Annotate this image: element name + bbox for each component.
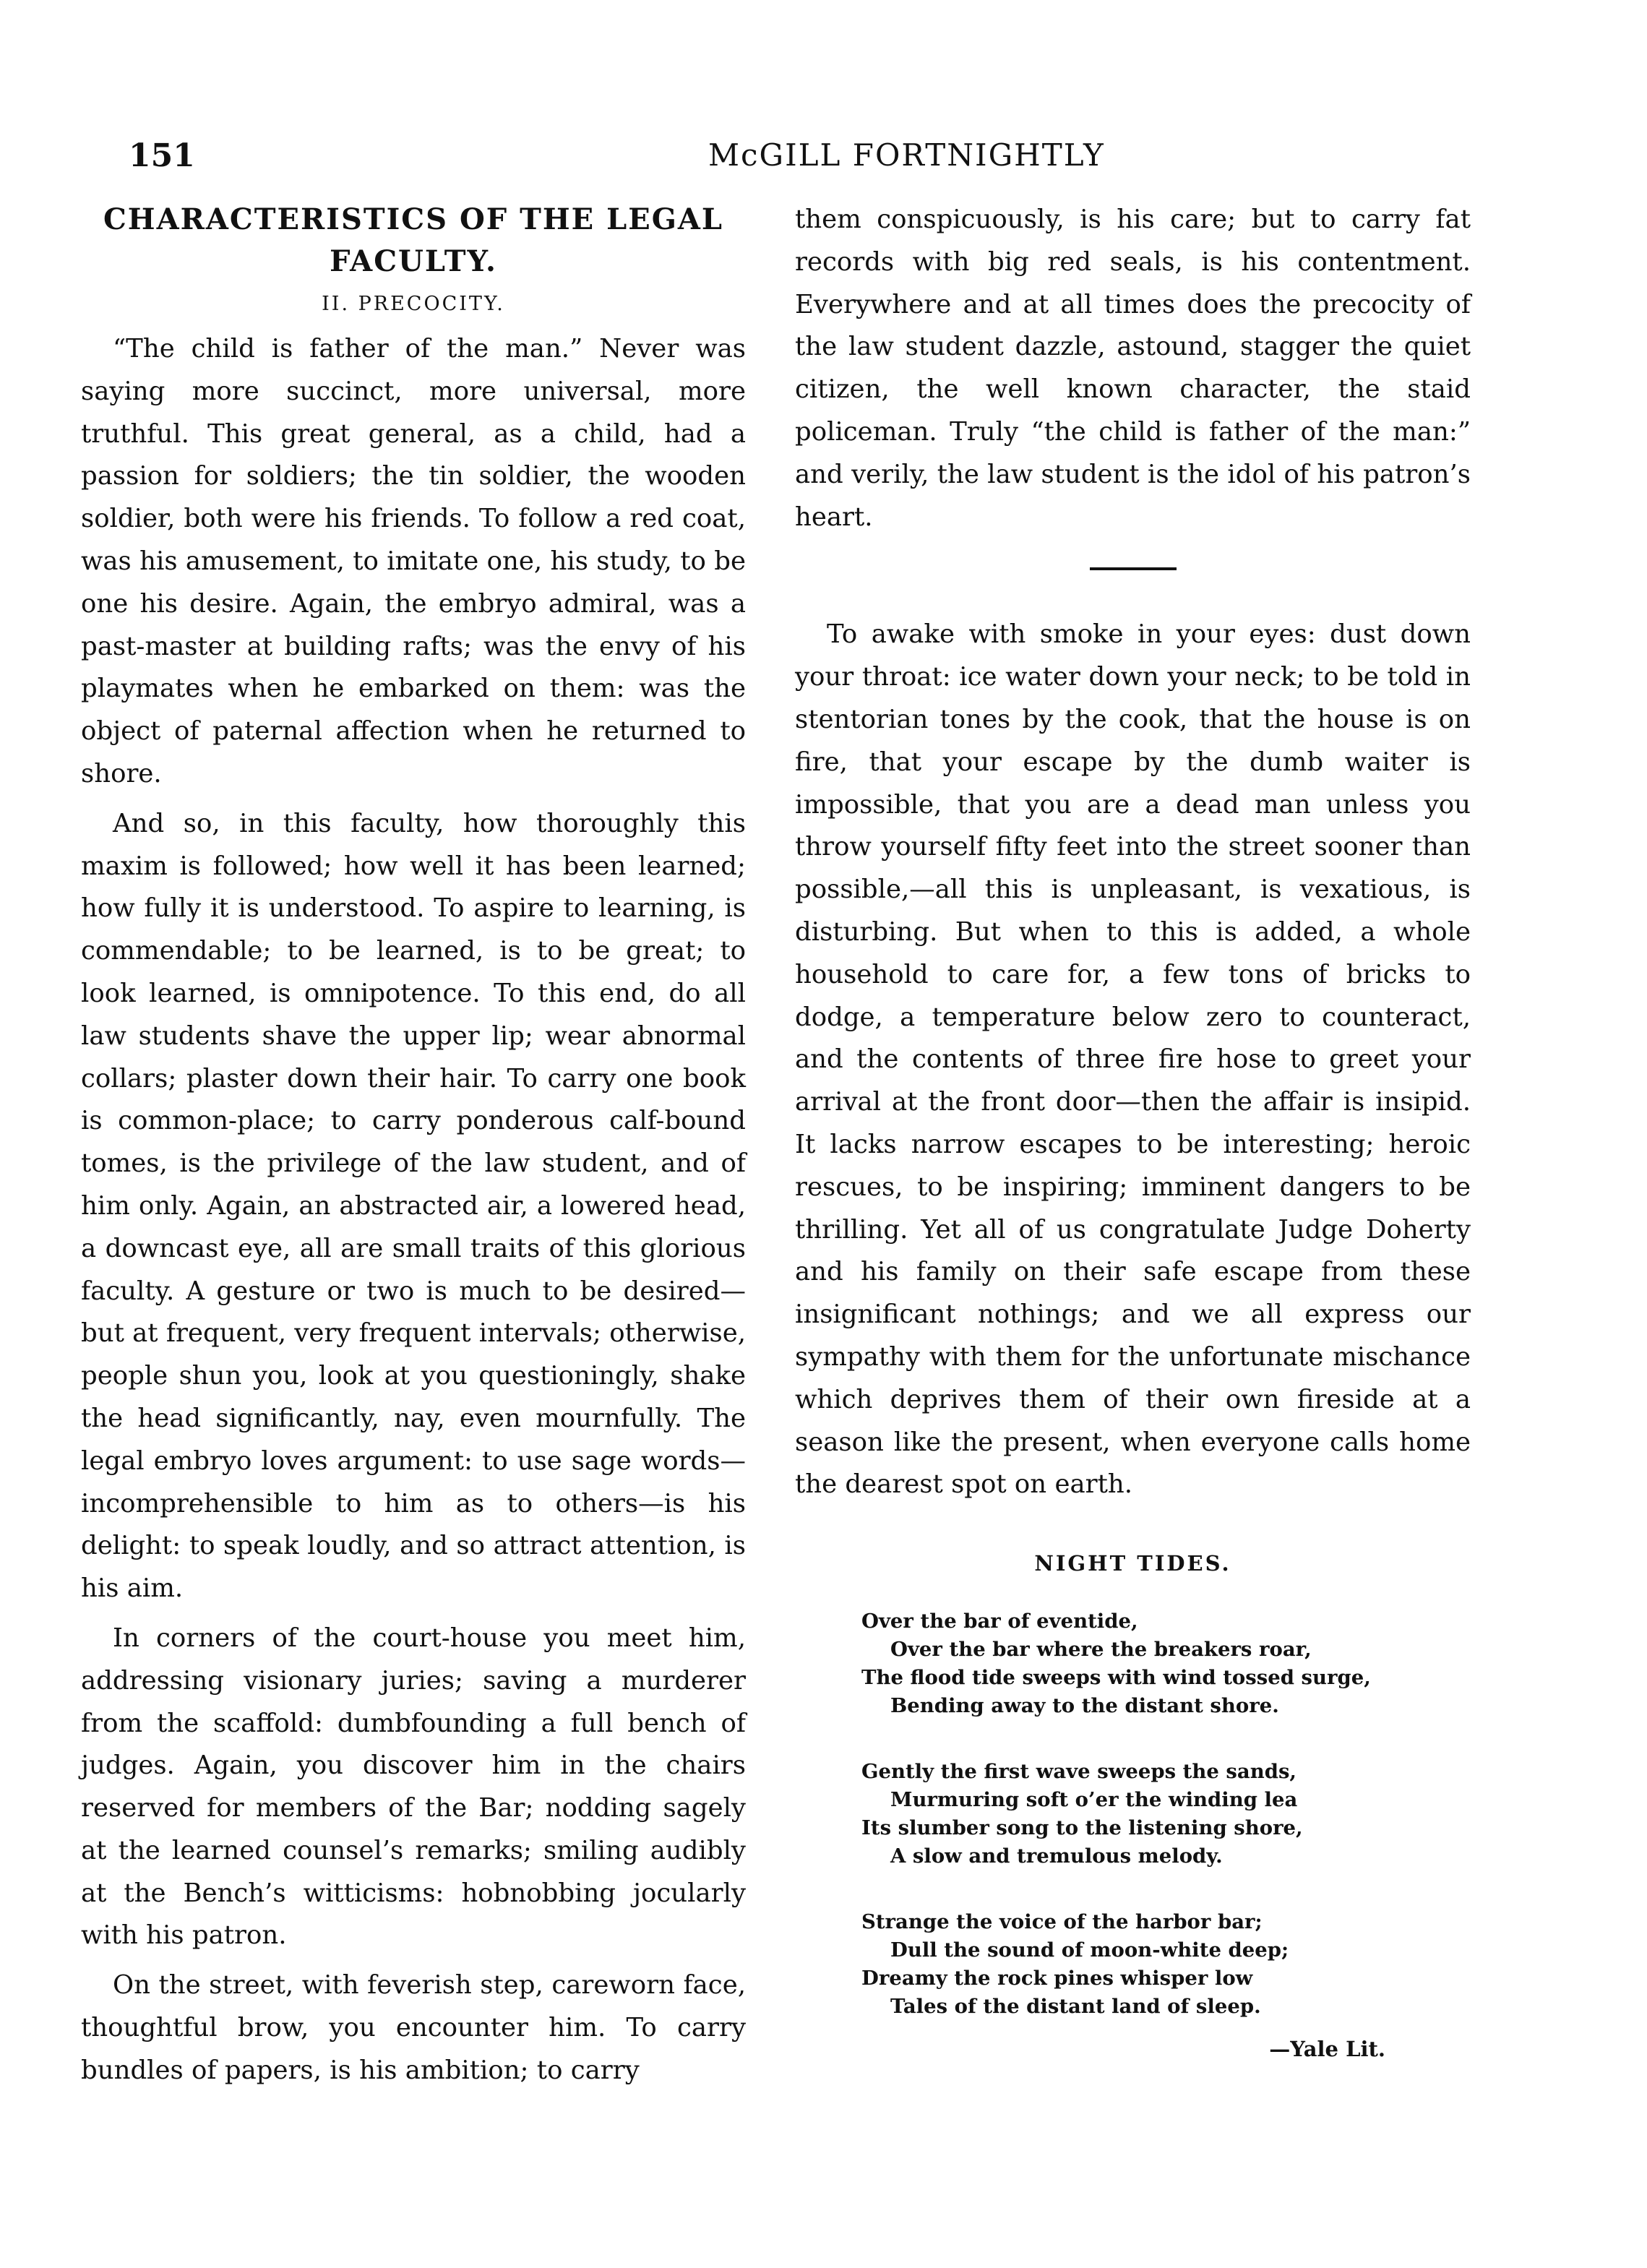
poem-line: Its slumber song to the listening shore,: [861, 1816, 1303, 1840]
article-paragraph-2: And so, in this faculty, how thoroughly this maxim is followed; how well it has been learned; how fully it is understood. To aspire to learning, is commendable; to be learned, is to be great; to look learned, is omnipotence. To this end, do all law students shave the upper lip; wear abnormal collars; plaster down their hair. To carry one book is common-place; to carry ponderous calf-bound tomes, is the privilege of the law student, and of him only. Again, an abstracted air, a lowered head, a downcast eye, all are small traits of this glorious faculty. A gesture or two is much to be desired—but at frequent, very frequent intervals; otherwise, people shun you, look at you questioningly, shake the head significantly, nay, even mournfully. The legal embryo loves argument: to use sage words—incomprehensible to him as to others—is his delight: to speak loudly, and so attract attention, is his aim.: [81, 808, 747, 1604]
section-divider: [1090, 567, 1177, 570]
article-title-line-2: FACULTY.: [330, 244, 497, 278]
article-continuation: them conspicuously, is his care; but to carry fat records with big red seals, is his contentment. Everywhere and at all times does the precocity of the law student dazzle, astound, stagger the quiet citizen, the well known character, the staid policeman. Truly “the child is father of the man:” and verily, the law student is the idol of his patron’s heart.: [795, 205, 1471, 532]
poem-line: The flood tide sweeps with wind tossed surge,: [861, 1666, 1371, 1690]
right-column: [795, 199, 1471, 2061]
running-title: McGILL FORTNIGHTLY: [708, 137, 1105, 173]
poem-line: Dull the sound of moon-white deep;: [890, 1938, 1289, 1962]
page-header: [116, 137, 1489, 181]
article-paragraph-4: On the street, with feverish step, careworn face, thoughtful brow, you encounter him. To carry bundles of papers, is his ambition; to carry: [81, 1970, 746, 2085]
section-subtitle: II. PRECOCITY.: [322, 293, 505, 315]
poem-line: Murmuring soft o’er the winding lea: [890, 1788, 1298, 1812]
poem-line: Over the bar of eventide,: [861, 1610, 1138, 1633]
poem-line: Over the bar where the breakers roar,: [890, 1638, 1312, 1662]
poem-line: Dreamy the rock pines whisper low: [861, 1967, 1253, 1990]
poem-line: Bending away to the distant shore.: [890, 1694, 1279, 1718]
poem-line: A slow and tremulous melody.: [890, 1844, 1223, 1868]
poem-attribution: —Yale Lit.: [1269, 2037, 1385, 2062]
poem-stanza-2: [861, 1758, 1471, 1870]
page-number: 151: [129, 137, 195, 174]
article-title: [81, 199, 746, 283]
left-column: [81, 199, 746, 2092]
poem-title: NIGHT TIDES.: [1034, 1551, 1231, 1576]
poem-line: Gently the first wave sweeps the sands,: [861, 1760, 1297, 1784]
poem-stanza-3: [861, 1908, 1471, 2021]
poem-stanza-1: [861, 1607, 1471, 1720]
article-paragraph-3: In corners of the court-house you meet him, addressing visionary juries; saving a murderer from the scaffold: dumbfounding a full bench of judges. Again, you discover him in the chairs reserved for members of the Bar; nodding sagely at the learned counsel’s remarks; smiling audibly at the Bench’s witticisms: hobnobbing jocularly with his patron.: [81, 1623, 746, 1951]
poem-line: Strange the voice of the harbor bar;: [861, 1910, 1263, 1934]
article-title-line-1: CHARACTERISTICS OF THE LEGAL: [103, 202, 724, 236]
article-paragraph-1: “The child is father of the man.” Never was saying more succinct, more universal, more truthful. This great general, as a child, had a passion for soldiers; the tin soldier, the wooden soldier, both were his friends. To follow a red coat, was his amusement, to imitate one, his study, to be one his desire. Again, the embryo admiral, was a past-master at building rafts; was the envy of his playmates when he embarked on them: was the object of paternal affection when he returned to shore.: [81, 334, 746, 789]
fire-paragraph: To awake with smoke in your eyes: dust down your throat: ice water down your neck; to be told in stentorian tones by the cook, that the house is on fire, that your escape by the dumb waiter is impossible, that you are a dead man unless you throw yourself fifty feet into the street sooner than possible,—all this is unpleasant, is vexatious, is disturbing. But when to this is added, a whole household to care for, a few tons of bricks to dodge, a temperature below zero to counteract, and the contents of three fire hose to greet your arrival at the front door—then the affair is insipid. It lacks narrow escapes to be interesting; heroic rescues, to be inspiring; imminent dangers to be thrilling. Yet all of us congratulate Judge Doherty and his family on their safe escape from these insignificant nothings; and we all express our sympathy with them for the unfortunate mischance which deprives them of their own fireside at a season like the present, when everyone calls home the dearest spot on earth.: [795, 619, 1471, 1500]
poem-line: Tales of the distant land of sleep.: [890, 1995, 1261, 2019]
